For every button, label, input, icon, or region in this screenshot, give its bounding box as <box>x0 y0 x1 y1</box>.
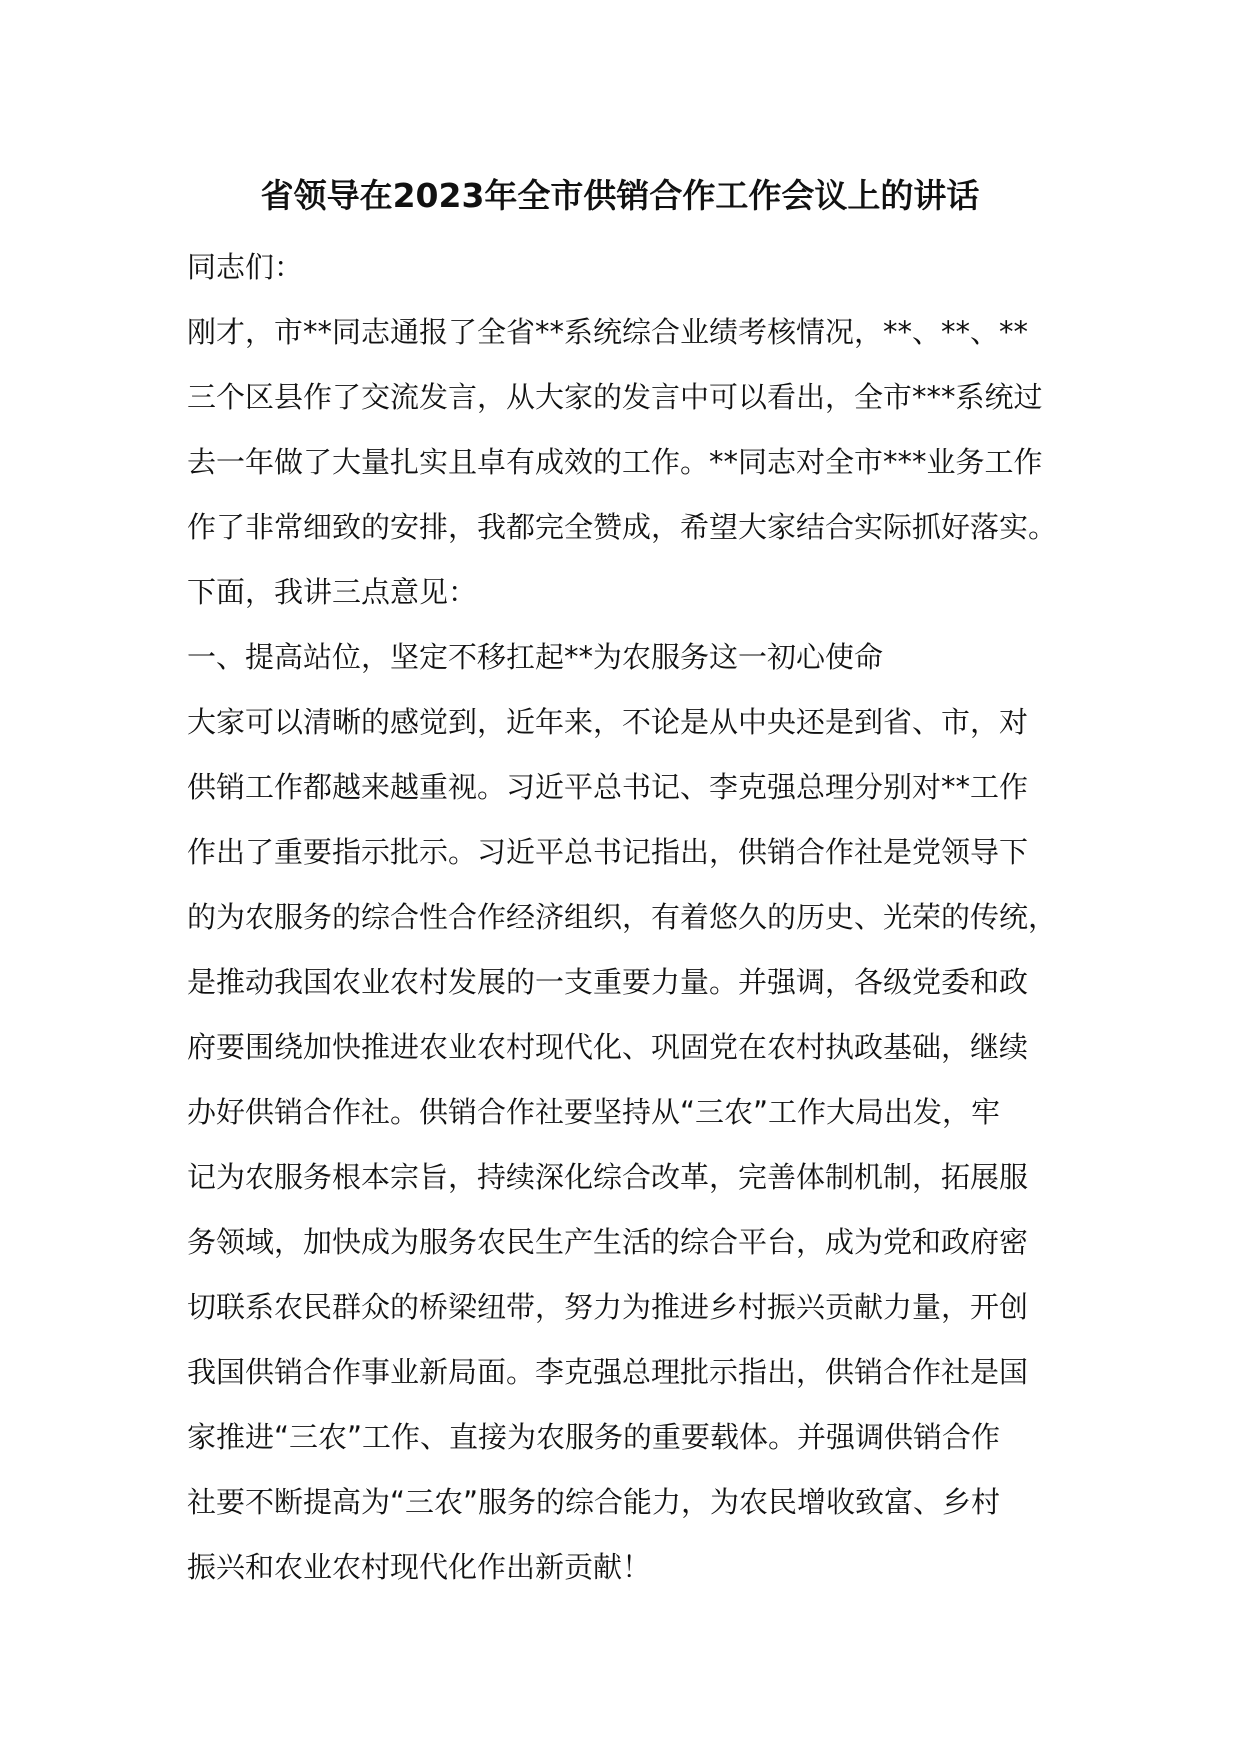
body-line: 务领域，加快成为服务农民生产生活的综合平台，成为党和政府密 <box>187 1225 1029 1259</box>
body-line: 的为农服务的综合性合作经济组织，有着悠久的历史、光荣的传统， <box>187 900 1058 934</box>
body-line: 是推动我国农业农村发展的一支重要力量。并强调，各级党委和政 <box>187 965 1029 999</box>
salutation-line: 同志们： <box>187 250 304 284</box>
body-line: 大家可以清晰的感觉到，近年来，不论是从中央还是到省、市，对 <box>187 705 1029 739</box>
body-line: 切联系农民群众的桥梁纽带，努力为推进乡村振兴贡献力量，开创 <box>187 1290 1029 1324</box>
body-line: 振兴和农业农村现代化作出新贡献！ <box>187 1550 652 1584</box>
body-line: 作了非常细致的安排，我都完全赞成，希望大家结合实际抓好落实。 <box>187 510 1058 544</box>
body-line: 下面，我讲三点意见： <box>187 575 478 609</box>
body-line: 去一年做了大量扎实且卓有成效的工作。**同志对全市***业务工作 <box>187 445 1043 479</box>
body-line: 我国供销合作事业新局面。李克强总理批示指出，供销合作社是国 <box>187 1355 1029 1389</box>
section-heading: 一、提高站位，坚定不移扛起**为农服务这一初心使命 <box>187 640 884 674</box>
body-line: 作出了重要指示批示。习近平总书记指出，供销合作社是党领导下 <box>187 835 1029 869</box>
body-line: 社要不断提高为“三农”服务的综合能力，为农民增收致富、乡村 <box>187 1485 1001 1519</box>
document-body <box>187 235 1077 1600</box>
body-line: 供销工作都越来越重视。习近平总书记、李克强总理分别对**工作 <box>187 770 1029 804</box>
body-line: 府要围绕加快推进农业农村现代化、巩固党在农村执政基础，继续 <box>187 1030 1029 1064</box>
body-line: 记为农服务根本宗旨，持续深化综合改革，完善体制机制，拓展服 <box>187 1160 1029 1194</box>
body-line: 家推进“三农”工作、直接为农服务的重要载体。并强调供销合作 <box>187 1420 1001 1454</box>
document-title: 省领导在2023年全市供销合作工作会议上的讲话 <box>260 176 980 215</box>
body-line: 办好供销合作社。供销合作社要坚持从“三农”工作大局出发，牢 <box>187 1095 1001 1129</box>
body-line: 刚才，市**同志通报了全省**系统综合业绩考核情况，**、**、** <box>187 315 1029 349</box>
body-line: 三个区县作了交流发言，从大家的发言中可以看出，全市***系统过 <box>187 380 1043 414</box>
